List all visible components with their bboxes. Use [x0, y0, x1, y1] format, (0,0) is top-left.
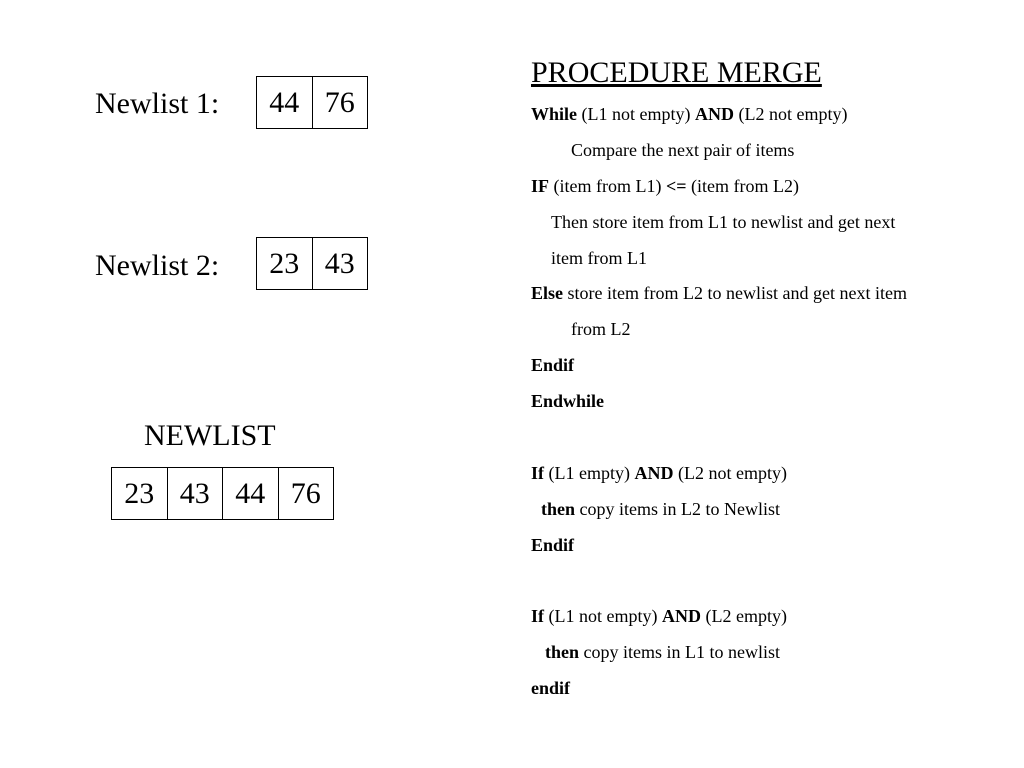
if3-and-keyword: AND: [661, 606, 701, 627]
newlist-1-label: Newlist 1:: [95, 87, 220, 120]
if2-keyword: If: [531, 462, 544, 483]
endif-line: [531, 348, 1011, 384]
else-line: [531, 276, 1011, 312]
endif-keyword: Endif: [531, 355, 575, 376]
then2-text: copy items in L2 to Newlist: [575, 498, 780, 519]
newlist-2-cell: 43: [313, 237, 369, 290]
then-text-2: item from L1: [551, 247, 647, 268]
compare-line: [531, 133, 1011, 169]
endif3-line: [531, 671, 1011, 707]
procedure-title: PROCEDURE MERGE: [531, 56, 822, 89]
then3-line: [531, 635, 1011, 671]
else-keyword: Else: [531, 283, 564, 304]
then3-text: copy items in L1 to newlist: [579, 642, 780, 663]
newlist-2-label: Newlist 2:: [95, 249, 220, 282]
if3-keyword: If: [531, 606, 544, 627]
if2-and-keyword: AND: [634, 462, 674, 483]
newlist-2-array: [256, 237, 368, 290]
merged-newlist-cell: 76: [279, 467, 335, 520]
then-line-2: [531, 241, 1011, 277]
blank-line: [531, 420, 1011, 456]
then-line-1: [531, 205, 1011, 241]
endwhile-line: [531, 384, 1011, 420]
while-keyword: While: [531, 104, 578, 124]
if3-line: [531, 599, 1011, 635]
compare-text: Compare the next pair of items: [571, 139, 795, 160]
then2-line: [531, 492, 1011, 528]
while-condition-2: (L2 not empty): [734, 104, 848, 124]
while-condition-1: (L1 not empty): [577, 104, 695, 124]
endif2-line: [531, 528, 1011, 564]
if-condition-2: (item from L2): [686, 175, 799, 196]
else-text: store item from L2 to newlist and get next item: [563, 283, 907, 304]
blank-line: [531, 564, 1011, 600]
while-line: [531, 97, 1011, 133]
and-keyword: AND: [695, 104, 734, 124]
then3-keyword: then: [545, 642, 580, 663]
merged-newlist-label: NEWLIST: [144, 419, 276, 452]
newlist-2-cell: 23: [257, 237, 313, 290]
else-line-2: [531, 312, 1011, 348]
then2-keyword: then: [541, 498, 576, 519]
if-condition-1: (item from L1): [549, 175, 666, 196]
merged-newlist-cell: 44: [223, 467, 279, 520]
else-text-2: from L2: [571, 319, 631, 340]
if2-condition-1: (L1 empty): [544, 462, 635, 483]
merged-newlist-array: [111, 467, 334, 520]
if3-condition-2: (L2 empty): [700, 606, 787, 627]
merged-newlist-cell: 23: [112, 467, 168, 520]
endif3-keyword: endif: [531, 678, 571, 699]
newlist-1-cell: 76: [313, 76, 369, 129]
merged-newlist-cell: 43: [168, 467, 224, 520]
if2-condition-2: (L2 not empty): [673, 462, 787, 483]
endif2-keyword: Endif: [531, 534, 575, 555]
lte-operator: <=: [665, 175, 687, 196]
if-keyword: IF: [531, 175, 549, 196]
newlist-1-cell: 44: [257, 76, 313, 129]
if3-condition-1: (L1 not empty): [544, 606, 662, 627]
newlist-1-array: [256, 76, 368, 129]
endwhile-keyword: Endwhile: [531, 391, 605, 412]
if2-line: [531, 456, 1011, 492]
procedure-merge-pseudocode: [531, 58, 1011, 707]
then-text-1: Then store item from L1 to newlist and get next: [551, 211, 896, 232]
if-line: [531, 169, 1011, 205]
